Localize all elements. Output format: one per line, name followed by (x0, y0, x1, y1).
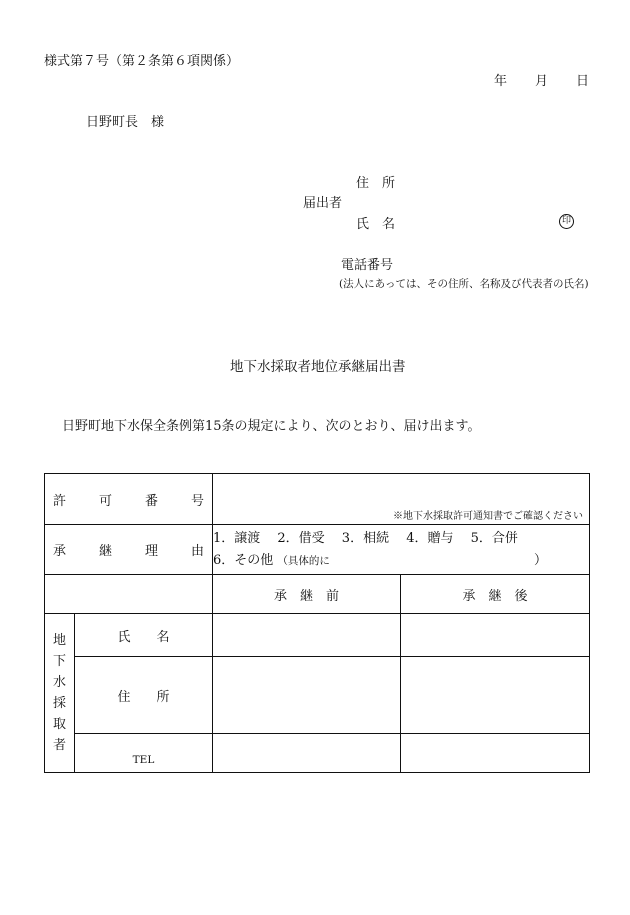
after-header: 承 継 後 (401, 575, 590, 614)
blank-header-cell (45, 575, 213, 614)
document-title: 地下水採取者地位承継届出書 (230, 359, 406, 375)
date-year: 年 (494, 74, 508, 89)
groundwater-user-label: 地 下 水 採 取 者 (45, 614, 75, 773)
addressee: 日野町長 様 (86, 115, 165, 130)
name-label: 氏 名 (75, 614, 213, 657)
intro-text: 日野町地下水保全条例第15条の規定により、次のとおり、届け出ます。 (62, 419, 481, 434)
applicant-label: 届出者 (303, 196, 343, 211)
tel-before-field[interactable] (213, 734, 401, 773)
date-day: 日 (576, 74, 590, 89)
phone-label: 電話番号 (341, 258, 394, 273)
permit-number-field[interactable] (213, 474, 590, 525)
tel-label: TEL (75, 734, 213, 773)
reason-specific-close: ） (534, 552, 548, 568)
permit-number-row (45, 474, 590, 525)
name-before-field[interactable] (213, 614, 401, 657)
reason-specific-open: （具体的に (277, 554, 330, 567)
reason-options-line1: 1．譲渡 2．借受 3．相続 4．贈与 5．合併 (213, 530, 518, 546)
form-table (44, 473, 590, 773)
reason-options[interactable] (213, 525, 590, 575)
tel-after-field[interactable] (401, 734, 590, 773)
address-row (45, 657, 590, 734)
permit-note: ※地下水採取許可通知書でご確認ください (393, 511, 583, 522)
date-month: 月 (535, 74, 549, 89)
applicant-name-label: 氏 名 (356, 217, 396, 232)
name-row (45, 614, 590, 657)
corporation-note: (法人にあっては、その住所、名称及び代表者の氏名) (339, 278, 589, 290)
address-before-field[interactable] (213, 657, 401, 734)
name-after-field[interactable] (401, 614, 590, 657)
address-label: 住 所 (75, 657, 213, 734)
column-header-row (45, 575, 590, 614)
permit-number-label: 許 可 番 号 (45, 474, 213, 525)
reason-row (45, 525, 590, 575)
reason-options-line2 (213, 550, 589, 572)
before-header: 承 継 前 (213, 575, 401, 614)
reason-option-other: 6．その他 (213, 552, 274, 568)
reason-label: 承 継 理 由 (45, 525, 213, 575)
form-number: 様式第７号（第２条第６項関係） (44, 54, 240, 69)
tel-row (45, 734, 590, 773)
seal-mark: 印 (559, 214, 574, 229)
applicant-address-label: 住 所 (356, 176, 396, 191)
address-after-field[interactable] (401, 657, 590, 734)
